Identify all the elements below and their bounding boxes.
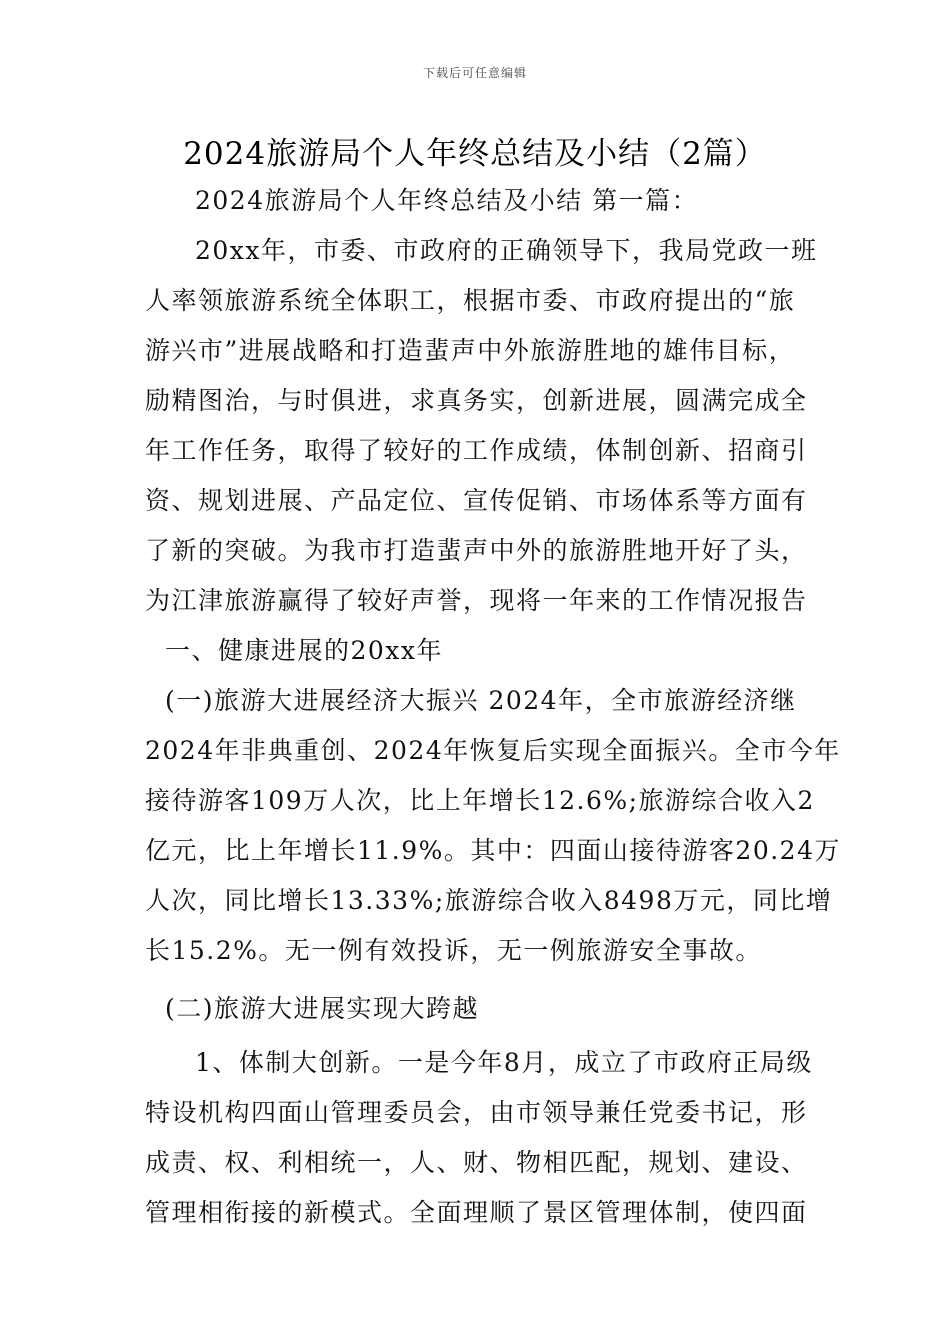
paragraph-line: 成责、权、利相统一，人、财、物相匹配，规划、建设、 <box>145 1148 808 1177</box>
paragraph-line: 长15.2%。无一例有效投诉，无一例旅游安全事故。 <box>145 936 762 965</box>
paragraph-line: 1、体制大创新。一是今年8月，成立了市政府正局级 <box>195 1048 813 1077</box>
paragraph-line: 年工作任务，取得了较好的工作成绩，体制创新、招商引 <box>145 436 808 465</box>
paragraph-line: 人次，同比增长13.33%;旅游综合收入8498万元，同比增 <box>145 886 833 915</box>
paragraph-line: 20xx年，市委、市政府的正确领导下，我局党政一班 <box>195 236 818 265</box>
section-heading-first-part: 2024旅游局个人年终总结及小结 第一篇： <box>195 186 699 215</box>
paragraph-line: 游兴市”进展战略和打造蜚声中外旅游胜地的雄伟目标， <box>145 336 796 365</box>
paragraph-line: 了新的突破。为我市打造蜚声中外的旅游胜地开好了头， <box>145 536 808 565</box>
paragraph-line: 为江津旅游赢得了较好声誉，现将一年来的工作情况报告 <box>145 586 808 615</box>
paragraph-line: 亿元，比上年增长11.9%。其中：四面山接待游客20.24万 <box>145 836 841 865</box>
paragraph-line: 管理相衔接的新模式。全面理顺了景区管理体制，使四面 <box>145 1198 808 1227</box>
paragraph-line: 接待游客109万人次，比上年增长12.6%;旅游综合收入2 <box>145 786 815 815</box>
document-body <box>145 176 841 1238</box>
paragraph-line: 资、规划进展、产品定位、宣传促销、市场体系等方面有 <box>145 486 808 515</box>
paragraph-line: 人率领旅游系统全体职工，根据市委、市政府提出的“旅 <box>145 286 796 315</box>
section-heading: 一、健康进展的20xx年 <box>165 636 444 665</box>
document-title: 2024旅游局个人年终总结及小结（2篇） <box>183 136 767 172</box>
subsection-heading: (二)旅游大进展实现大跨越 <box>165 994 480 1023</box>
subsection-heading: (一)旅游大进展经济大振兴 2024年，全市旅游经济继 <box>165 686 797 715</box>
paragraph-line: 2024年非典重创、2024年恢复后实现全面振兴。全市今年 <box>145 736 841 765</box>
header-note: 下载后可任意编辑 <box>422 66 527 80</box>
paragraph-line: 特设机构四面山管理委员会，由市领导兼任党委书记，形 <box>145 1098 808 1127</box>
paragraph-line: 励精图治，与时俱进，求真务实，创新进展，圆满完成全 <box>145 386 808 415</box>
